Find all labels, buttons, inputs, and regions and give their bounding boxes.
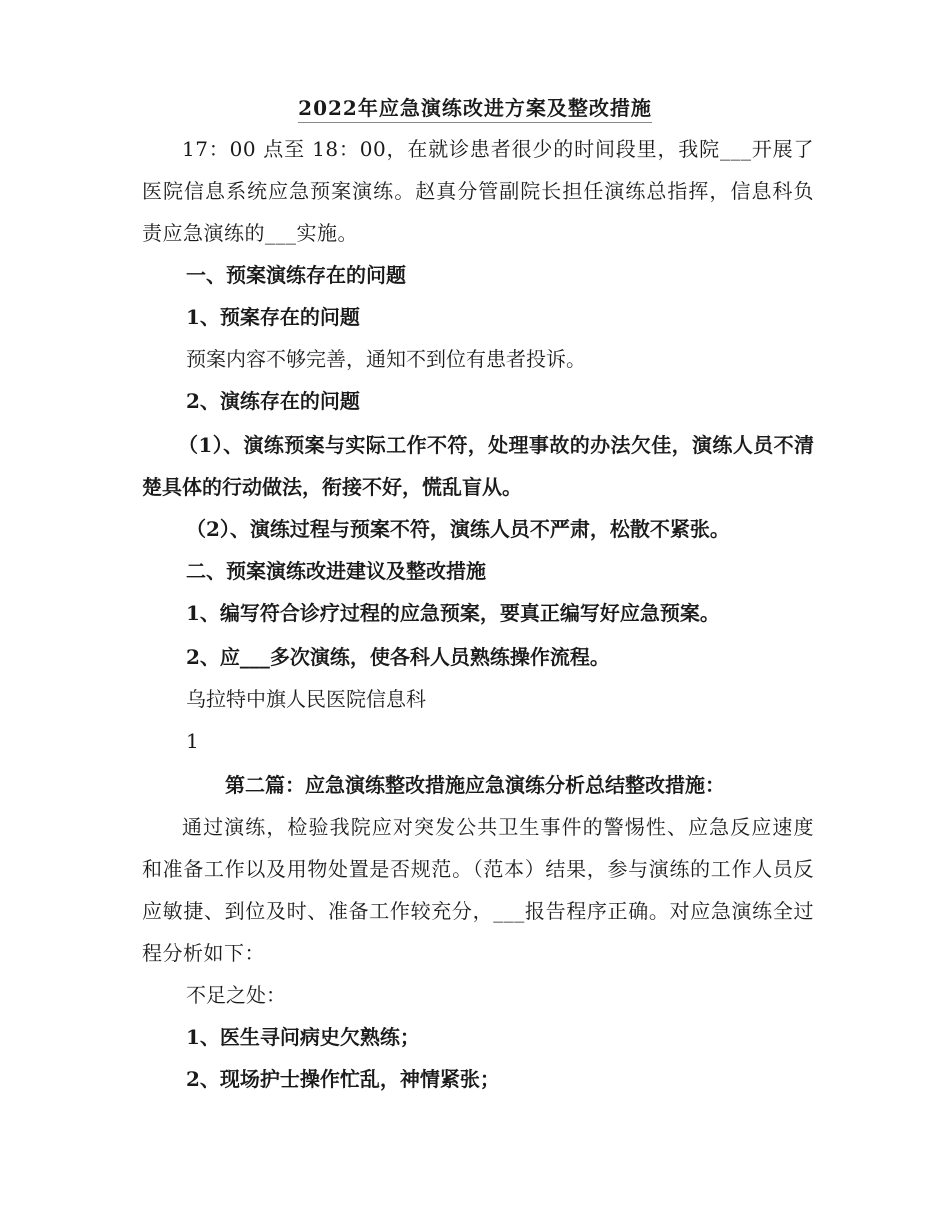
- heading-section-1: 一、预案演练存在的问题: [186, 263, 406, 287]
- paragraph-intro: 17：00 点至 18：00，在就诊患者很少的时间段里，我院___开展了医院信息系统应急预案演练。赵真分管副院长担任演练总指挥，信息科负责应急演练的___实施。: [142, 137, 814, 245]
- measure-1: 1、编写符合诊疗过程的应急预案，要真正编写好应急预案。: [186, 601, 720, 625]
- paragraph-section-2: 通过演练，检验我院应对突发公共卫生事件的警惕性、应急反应速度和准备工作以及用物处置是否规范。（范本）结果，参与演练的工作人员反应敏捷、到位及时、准备工作较充分，___报告程序正确。对应急演练全过程分析如下：: [142, 815, 814, 965]
- section-2-title: 第二篇：应急演练整改措施应急演练分析总结整改措施：: [225, 773, 725, 797]
- shortcoming-1: 1、医生寻问病史欠熟练；: [186, 1025, 420, 1049]
- document-title: [0, 92, 950, 121]
- item-drill-problem-2: （2）、演练过程与预案不符，演练人员不严肃，松散不紧张。: [186, 517, 730, 541]
- subheading-plan-problems: 1、预案存在的问题: [186, 305, 360, 329]
- signature: 乌拉特中旗人民医院信息科: [186, 687, 426, 711]
- text-plan-problems: 预案内容不够完善，通知不到位有患者投诉。: [186, 347, 586, 371]
- text-shortcomings: 不足之处：: [186, 983, 286, 1007]
- measure-2: 2、应___多次演练，使各科人员熟练操作流程。: [186, 645, 610, 669]
- heading-section-2: 二、预案演练改进建议及整改措施: [186, 559, 486, 583]
- subheading-drill-problems: 2、演练存在的问题: [186, 389, 360, 413]
- document-title-text: 2022年应急演练改进方案及整改措施: [298, 96, 652, 123]
- page-number: 1: [186, 729, 199, 753]
- item-drill-problem-1: （1）、演练预案与实际工作不符，处理事故的办法欠佳，演练人员不清楚具体的行动做法，衔接不好，慌乱盲从。: [142, 433, 814, 499]
- shortcoming-2: 2、现场护士操作忙乱，神情紧张；: [186, 1067, 500, 1091]
